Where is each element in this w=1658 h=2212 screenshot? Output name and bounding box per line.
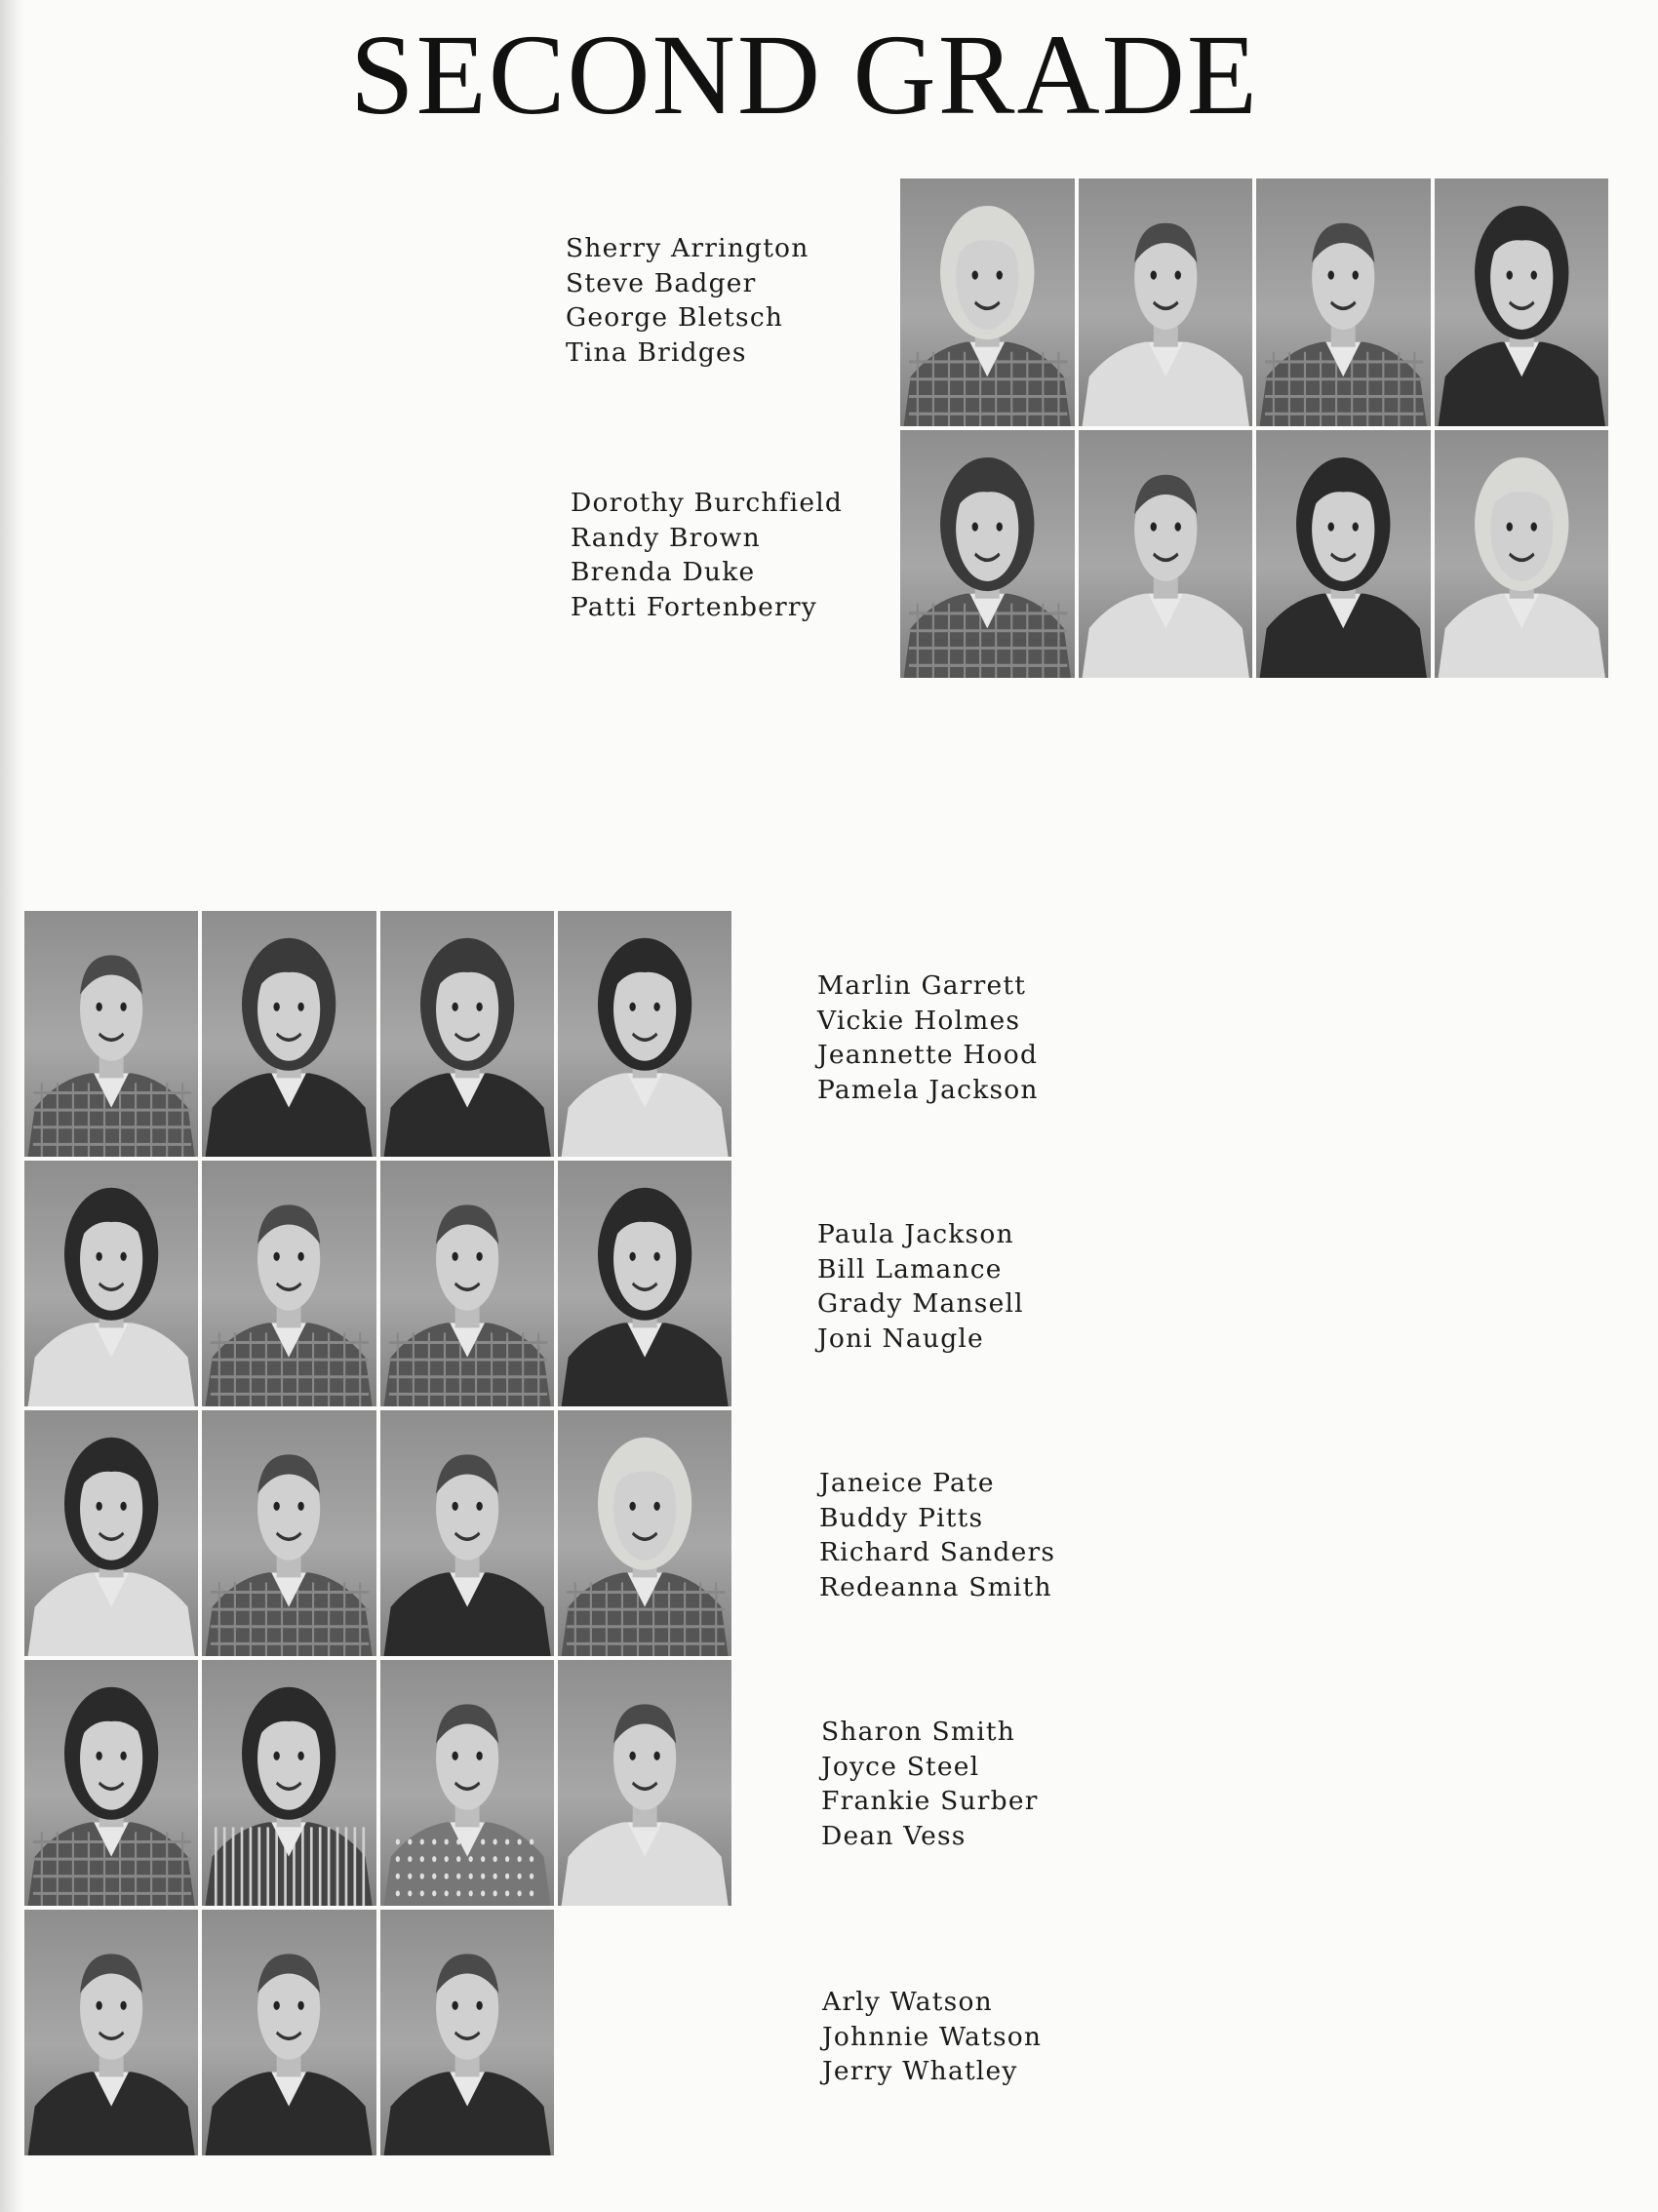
student-portrait bbox=[24, 1910, 198, 2155]
student-name: Grady Mansell bbox=[817, 1288, 1024, 1319]
student-name: Dorothy Burchfield bbox=[571, 488, 844, 518]
student-portrait bbox=[380, 1660, 554, 1906]
name-list bbox=[566, 231, 809, 370]
student-name: Brenda Duke bbox=[571, 557, 756, 587]
student-portrait bbox=[202, 1161, 375, 1406]
portrait-drawing bbox=[558, 1660, 731, 1906]
student-name: Steve Badger bbox=[566, 267, 757, 298]
portrait-drawing bbox=[24, 911, 198, 1157]
student-portrait bbox=[1435, 178, 1609, 426]
student-name: Joni Naugle bbox=[817, 1323, 984, 1354]
student-portrait bbox=[24, 1161, 198, 1406]
student-portrait bbox=[380, 1910, 554, 2155]
student-portrait bbox=[380, 911, 554, 1157]
student-name: Janeice Pate bbox=[819, 1468, 995, 1498]
portrait-drawing bbox=[380, 1660, 554, 1906]
portrait-drawing bbox=[900, 430, 1075, 678]
student-portrait bbox=[900, 178, 1075, 426]
student-portrait bbox=[558, 1161, 731, 1406]
portrait-drawing bbox=[24, 1161, 198, 1406]
portrait-drawing bbox=[380, 1161, 554, 1406]
student-name: Joyce Steel bbox=[821, 1751, 980, 1782]
student-name: Bill Lamance bbox=[817, 1253, 1003, 1284]
student-name: Marlin Garrett bbox=[817, 970, 1027, 1001]
portrait-drawing bbox=[558, 1410, 731, 1656]
page-title: SECOND GRADE bbox=[350, 11, 1259, 138]
name-list bbox=[821, 1715, 1039, 1853]
portrait-drawing bbox=[558, 1161, 731, 1406]
name-list bbox=[817, 968, 1039, 1107]
portrait-drawing bbox=[558, 911, 731, 1157]
portrait-drawing bbox=[202, 1161, 375, 1406]
student-name: Richard Sanders bbox=[819, 1537, 1056, 1567]
student-portrait bbox=[24, 1660, 198, 1906]
student-name: Patti Fortenberry bbox=[571, 591, 817, 622]
portrait-drawing bbox=[202, 911, 375, 1157]
name-list bbox=[571, 486, 843, 624]
student-portrait bbox=[202, 1660, 375, 1906]
portrait-drawing bbox=[1435, 178, 1609, 426]
portrait-drawing bbox=[24, 1660, 198, 1906]
photo-grid-bottom bbox=[24, 911, 731, 2155]
name-list bbox=[819, 1466, 1055, 1604]
photo-grid-top bbox=[900, 178, 1608, 678]
student-name: Vickie Holmes bbox=[817, 1005, 1021, 1036]
student-name: Buddy Pitts bbox=[819, 1502, 984, 1533]
portrait-drawing bbox=[202, 1910, 375, 2155]
student-name: Dean Vess bbox=[821, 1820, 967, 1851]
portrait-drawing bbox=[1256, 178, 1431, 426]
student-name: Arly Watson bbox=[822, 1987, 993, 2017]
student-portrait bbox=[558, 911, 731, 1157]
student-name: George Bletsch bbox=[566, 302, 784, 333]
portrait-drawing bbox=[900, 178, 1075, 426]
portrait-drawing bbox=[1079, 178, 1253, 426]
portrait-drawing bbox=[380, 1910, 554, 2155]
student-name: Jerry Whatley bbox=[822, 2056, 1018, 2086]
student-portrait bbox=[380, 1410, 554, 1656]
student-portrait bbox=[380, 1161, 554, 1406]
portrait-drawing bbox=[24, 1410, 198, 1656]
portrait-drawing bbox=[380, 911, 554, 1157]
student-name: Sharon Smith bbox=[821, 1717, 1016, 1747]
student-name: Redeanna Smith bbox=[819, 1571, 1052, 1602]
name-list bbox=[822, 1985, 1042, 2089]
student-portrait bbox=[1256, 178, 1431, 426]
portrait-drawing bbox=[1079, 430, 1253, 678]
portrait-drawing bbox=[1435, 430, 1609, 678]
student-portrait bbox=[24, 1410, 198, 1656]
student-name: Johnnie Watson bbox=[822, 2021, 1043, 2052]
student-portrait bbox=[1435, 430, 1609, 678]
student-portrait bbox=[1256, 430, 1431, 678]
student-portrait bbox=[558, 1410, 731, 1656]
portrait-drawing bbox=[202, 1410, 375, 1656]
portrait-drawing bbox=[1256, 430, 1431, 678]
student-name: Frankie Surber bbox=[821, 1786, 1039, 1816]
student-portrait bbox=[1079, 430, 1253, 678]
portrait-drawing bbox=[24, 1910, 198, 2155]
page-binding-shadow bbox=[0, 0, 25, 2212]
student-portrait bbox=[558, 1660, 731, 1906]
student-portrait bbox=[202, 1410, 375, 1656]
student-name: Randy Brown bbox=[571, 522, 761, 553]
name-list bbox=[817, 1217, 1024, 1356]
student-portrait bbox=[202, 911, 375, 1157]
student-name: Tina Bridges bbox=[566, 336, 747, 368]
student-portrait bbox=[1079, 178, 1253, 426]
student-portrait bbox=[900, 430, 1075, 678]
portrait-drawing bbox=[380, 1410, 554, 1656]
student-name: Jeannette Hood bbox=[817, 1040, 1039, 1070]
student-portrait bbox=[24, 911, 198, 1157]
student-name: Sherry Arrington bbox=[566, 233, 809, 263]
portrait-drawing bbox=[202, 1660, 375, 1906]
student-name: Paula Jackson bbox=[817, 1219, 1014, 1249]
student-name: Pamela Jackson bbox=[817, 1074, 1039, 1105]
student-portrait bbox=[202, 1910, 375, 2155]
